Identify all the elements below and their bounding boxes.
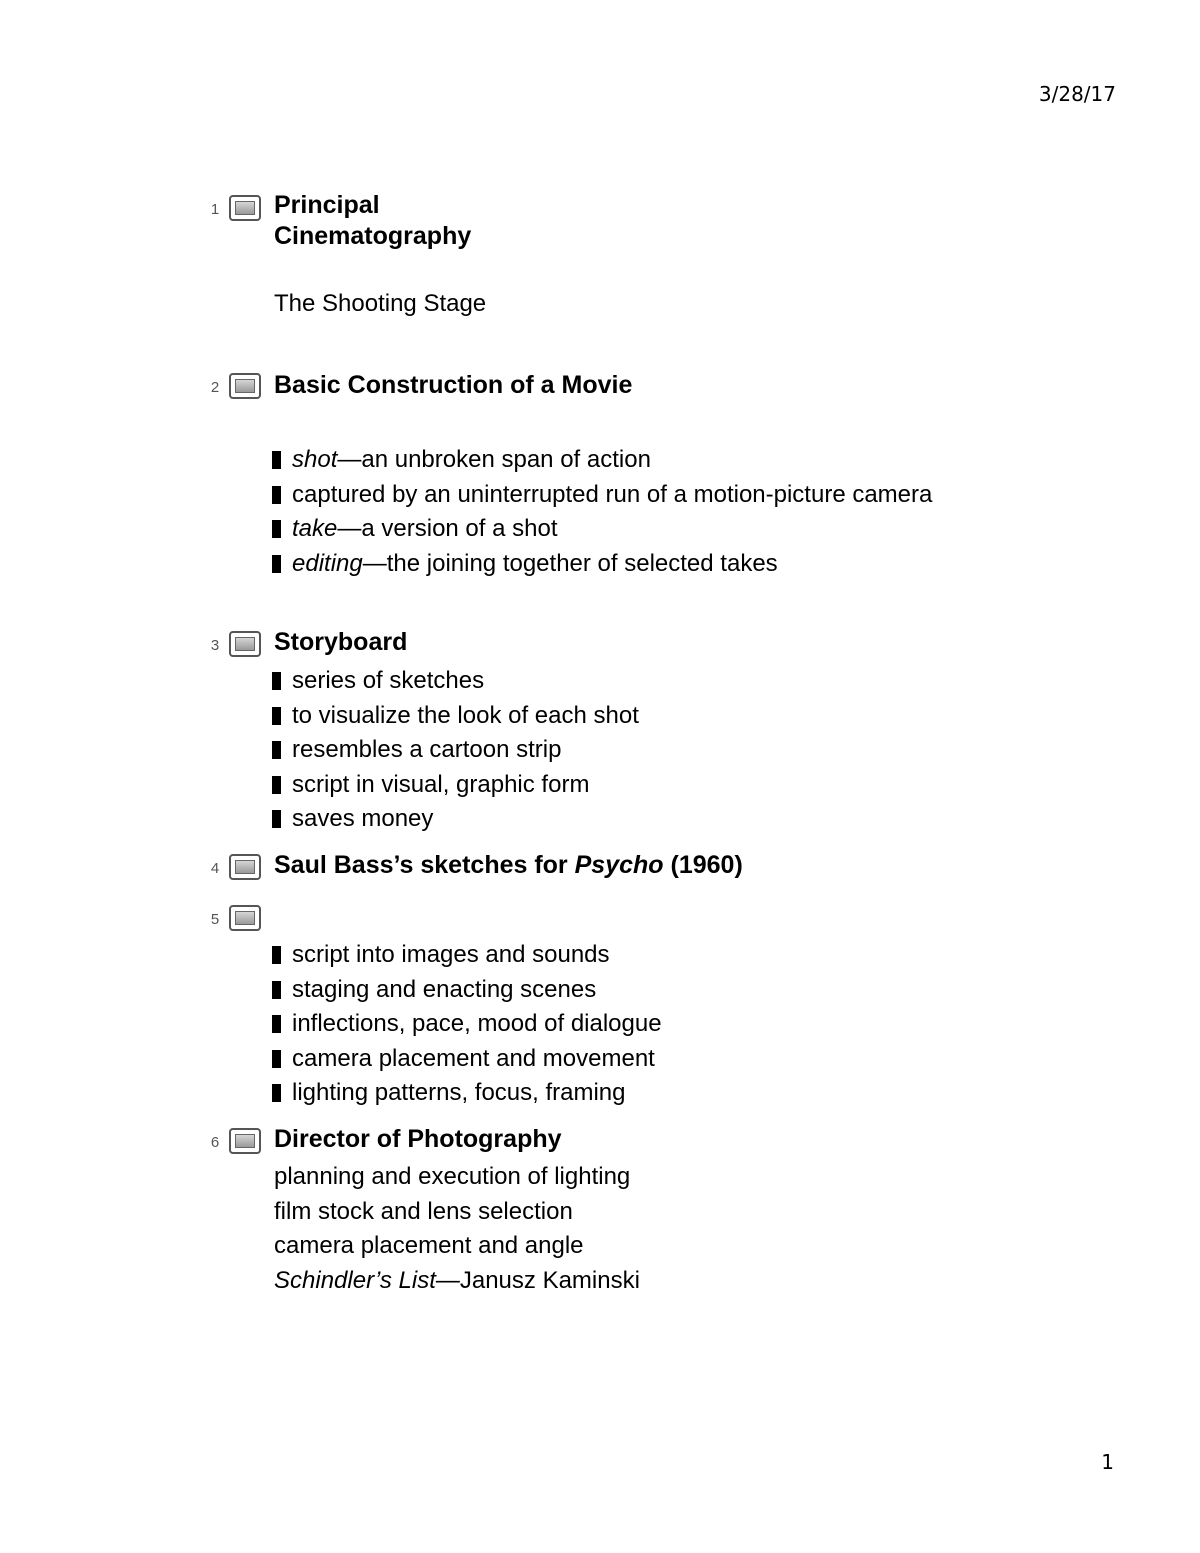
list-item: film stock and lens selection (274, 1197, 573, 1225)
slide-title: Storyboard (274, 628, 408, 656)
bullet-icon (272, 1050, 281, 1068)
list-item-text: to visualize the look of each shot (292, 701, 639, 729)
list-item: camera placement and angle (274, 1232, 584, 1259)
bullet-icon (272, 707, 281, 725)
definition: —a version of a shot (337, 515, 558, 542)
slide-title: Cinematography (274, 222, 472, 250)
slide-subtitle: The Shooting Stage (274, 290, 487, 317)
slide-title (274, 850, 743, 881)
cinematographer-name: —Janusz Kaminski (435, 1266, 640, 1294)
list-item-text: inflections, pace, mood of dialogue (292, 1010, 662, 1037)
slide-number: 5 (210, 911, 220, 928)
bullet-icon (272, 520, 281, 538)
slide-thumbnail-icon[interactable] (229, 373, 261, 399)
title-year: (1960) (663, 851, 743, 879)
bullet-icon (272, 1015, 281, 1033)
list-item-text: script in visual, graphic form (292, 770, 590, 798)
list-item-text: staging and enacting scenes (292, 975, 597, 1003)
list-item (272, 938, 662, 973)
list-item (272, 512, 932, 547)
bullet-icon (272, 486, 281, 504)
slide-title: Director of Photography (274, 1125, 562, 1153)
slide-number: 1 (210, 201, 220, 218)
list-item (272, 802, 639, 837)
slide-thumbnail-icon[interactable] (229, 854, 261, 880)
bullet-icon (272, 451, 281, 469)
list-item (272, 478, 932, 513)
list-item (272, 1076, 662, 1111)
slide-thumbnail-icon[interactable] (229, 905, 261, 931)
slide-title: Basic Construction of a Movie (274, 371, 633, 399)
bullet-icon (272, 981, 281, 999)
list-item-text: series of sketches (292, 667, 485, 694)
term: take (292, 515, 338, 542)
bullet-list (272, 664, 639, 837)
list-item (272, 1007, 662, 1042)
term: shot (292, 446, 338, 473)
term: editing (292, 549, 363, 577)
slide-thumbnail-icon[interactable] (229, 1128, 261, 1154)
slide-number: 4 (210, 860, 220, 877)
slide-title: Principal (274, 191, 380, 219)
bullet-icon (272, 776, 281, 794)
list-item: planning and execution of lighting (274, 1163, 631, 1190)
list-item (272, 768, 639, 803)
bullet-icon (272, 946, 281, 964)
definition: —the joining together of selected takes (362, 549, 778, 577)
slide-thumbnail-icon[interactable] (229, 631, 261, 657)
slide-number: 6 (210, 1134, 220, 1151)
list-item (272, 547, 932, 582)
bullet-icon (272, 741, 281, 759)
list-item-text: saves money (292, 805, 434, 832)
bullet-list (272, 443, 932, 581)
bullet-list (272, 938, 662, 1111)
list-item (272, 699, 639, 734)
slide-number: 2 (210, 379, 220, 396)
list-item-text: camera placement and movement (292, 1044, 655, 1072)
bullet-icon (272, 1084, 281, 1102)
slide-number: 3 (210, 637, 220, 654)
title-text: Saul Bass’s sketches for (274, 851, 575, 879)
definition: —an unbroken span of action (337, 446, 651, 473)
list-item (272, 1042, 662, 1077)
bullet-icon (272, 810, 281, 828)
list-item-text: lighting patterns, focus, framing (292, 1079, 626, 1106)
list-item-text: resembles a cartoon strip (292, 736, 562, 763)
page-date: 3/28/17 (1038, 82, 1116, 106)
page-number: 1 (1101, 1450, 1114, 1474)
list-item (272, 733, 639, 768)
text-lines (274, 1160, 640, 1298)
list-item (272, 443, 932, 478)
bullet-icon (272, 555, 281, 573)
list-item (272, 664, 639, 699)
list-item (272, 973, 662, 1008)
film-title: Psycho (574, 851, 664, 879)
definition: captured by an uninterrupted run of a motion-picture camera (292, 480, 933, 508)
list-item (274, 1264, 640, 1299)
bullet-icon (272, 672, 281, 690)
list-item-text: script into images and sounds (292, 941, 610, 968)
slide-content (274, 190, 471, 252)
slide-thumbnail-icon[interactable] (229, 195, 261, 221)
film-title: Schindler’s List (274, 1266, 436, 1294)
